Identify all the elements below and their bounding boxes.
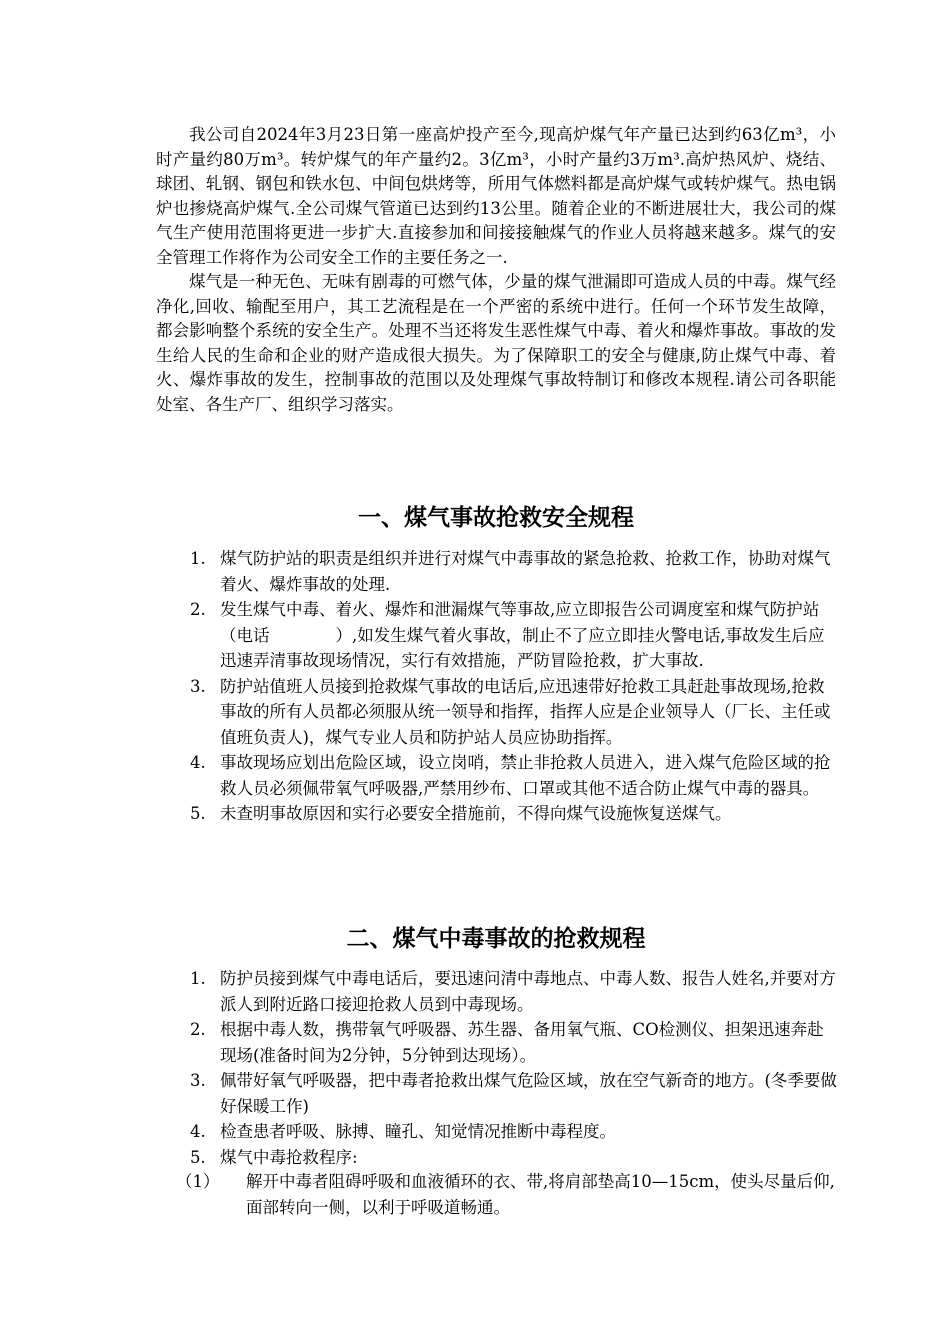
list-item	[190, 801, 838, 827]
section2-sub-list	[176, 1169, 838, 1220]
item-text: 发生煤气中毒、着火、爆炸和泄漏煤气等事故,应立即报告公司调度室和煤气防护站（电话 ）,如发生煤气着火事故，制止不了应立即挂火警电话,事故发生后应迅速弄清事故现场情况，实行有效措施，严防冒险抢救，扩大事故.	[220, 600, 825, 670]
list-item	[190, 1068, 838, 1119]
intro-paragraph-2: 煤气是一种无色、无味有剧毒的可燃气体，少量的煤气泄漏即可造成人员的中毒。煤气经净化,回收、输配至用户，其工艺流程是在一个严密的系统中进行。任何一个环节发生故障，都会影响整个系统的安全生产。处理不当还将发生恶性煤气中毒、着火和爆炸事故。事故的发生给人民的生命和企业的财产造成很大损失。为了保障职工的安全与健康,防止煤气中毒、着火、爆炸事故的发生，控制事故的范围以及处理煤气事故特制订和修改本规程.请公司各职能处室、各生产厂、组织学习落实。	[156, 272, 836, 414]
list-item	[190, 966, 838, 1017]
list-item	[190, 750, 838, 801]
item-text: 佩带好氧气呼吸器，把中毒者抢救出煤气危险区域，放在空气新奇的地方。(冬季要做好保暖工作)	[220, 1071, 837, 1116]
item-number: 2.	[190, 1020, 206, 1039]
intro-paragraph-1: 我公司自2024年3月23日第一座高炉投产至今,现高炉煤气年产量已达到约63亿m³，小时产量约80万m³。转炉煤气的年产量约2。3亿m³，小时产量约3万m³.高炉热风炉、烧结、球团、轧钢、钢包和铁水包、中间包烘烤等，所用气体燃料都是高炉煤气或转炉煤气。热电锅炉也掺烧高炉煤气.全公司煤气管道已达到约13公里。随着企业的不断进展壮大，我公司的煤气生产使用范围将更进一步扩大.直接参加和间接接触煤气的作业人员将越来越多。煤气的安全管理工作将作为公司安全工作的主要任务之一.	[156, 125, 836, 267]
item-number: 3.	[190, 676, 206, 696]
item-number: 5.	[190, 804, 206, 823]
list-item	[190, 674, 838, 751]
sub-item-text: 解开中毒者阻碍呼吸和血液循环的衣、带,将肩部垫高10—15cm，使头尽量后仰,面部转向一侧，以利于呼吸道畅通。	[246, 1172, 835, 1217]
item-text: 事故现场应划出危险区域，设立岗哨，禁止非抢救人员进入，进入煤气危险区域的抢救人员必须佩带氧气呼吸器,严禁用纱布、口罩或其他不适合防止煤气中毒的器具。	[220, 753, 831, 798]
list-item	[190, 1145, 838, 1171]
item-text: 检查患者呼吸、脉搏、瞳孔、知觉情况推断中毒程度。	[220, 1122, 616, 1141]
list-item	[190, 597, 838, 674]
item-text: 煤气中毒抢救程序:	[220, 1147, 358, 1167]
intro-text	[156, 123, 836, 417]
item-number: 4.	[190, 1122, 206, 1141]
section2-title: 二、煤气中毒事故的抢救规程	[346, 926, 646, 952]
item-number: 4.	[190, 753, 206, 772]
section1-title: 一、煤气事故抢救安全规程	[358, 505, 634, 531]
item-text: 防护站值班人员接到抢救煤气事故的电话后,应迅速带好抢救工具赶赴事故现场,抢救事故的所有人员都必须服从统一领导和指挥，指挥人应是企业领导人（厂长、主任或值班负责人)，煤气专业人员和防护站人员应协助指挥。	[220, 676, 831, 747]
section2-list	[190, 966, 838, 1170]
item-text: 防护员接到煤气中毒电话后，要迅速问清中毒地点、中毒人数、报告人姓名,并要对方派人到附近路口接迎抢救人员到中毒现场。	[220, 969, 836, 1014]
sub-item-number: （1）	[176, 1172, 220, 1191]
list-item	[190, 1017, 838, 1068]
item-number: 1.	[190, 969, 206, 988]
item-number: 3.	[190, 1071, 206, 1090]
item-text: 根据中毒人数，携带氧气呼吸器、苏生器、备用氧气瓶、CO检测仪、担架迅速奔赴现场(准备时间为2分钟，5分钟到达现场）。	[220, 1020, 824, 1065]
item-number: 1.	[190, 549, 206, 568]
item-number: 5.	[190, 1147, 206, 1167]
list-item	[190, 546, 838, 597]
item-text: 未查明事故原因和实行必要安全措施前，不得向煤气设施恢复送煤气。	[220, 804, 732, 823]
section1-list	[190, 546, 838, 827]
item-number: 2.	[190, 600, 206, 619]
list-item	[190, 1119, 838, 1145]
sub-list-item	[176, 1169, 838, 1220]
item-text: 煤气防护站的职责是组织并进行对煤气中毒事故的紧急抢救、抢救工作，协助对煤气着火、爆炸事故的处理.	[220, 549, 831, 594]
